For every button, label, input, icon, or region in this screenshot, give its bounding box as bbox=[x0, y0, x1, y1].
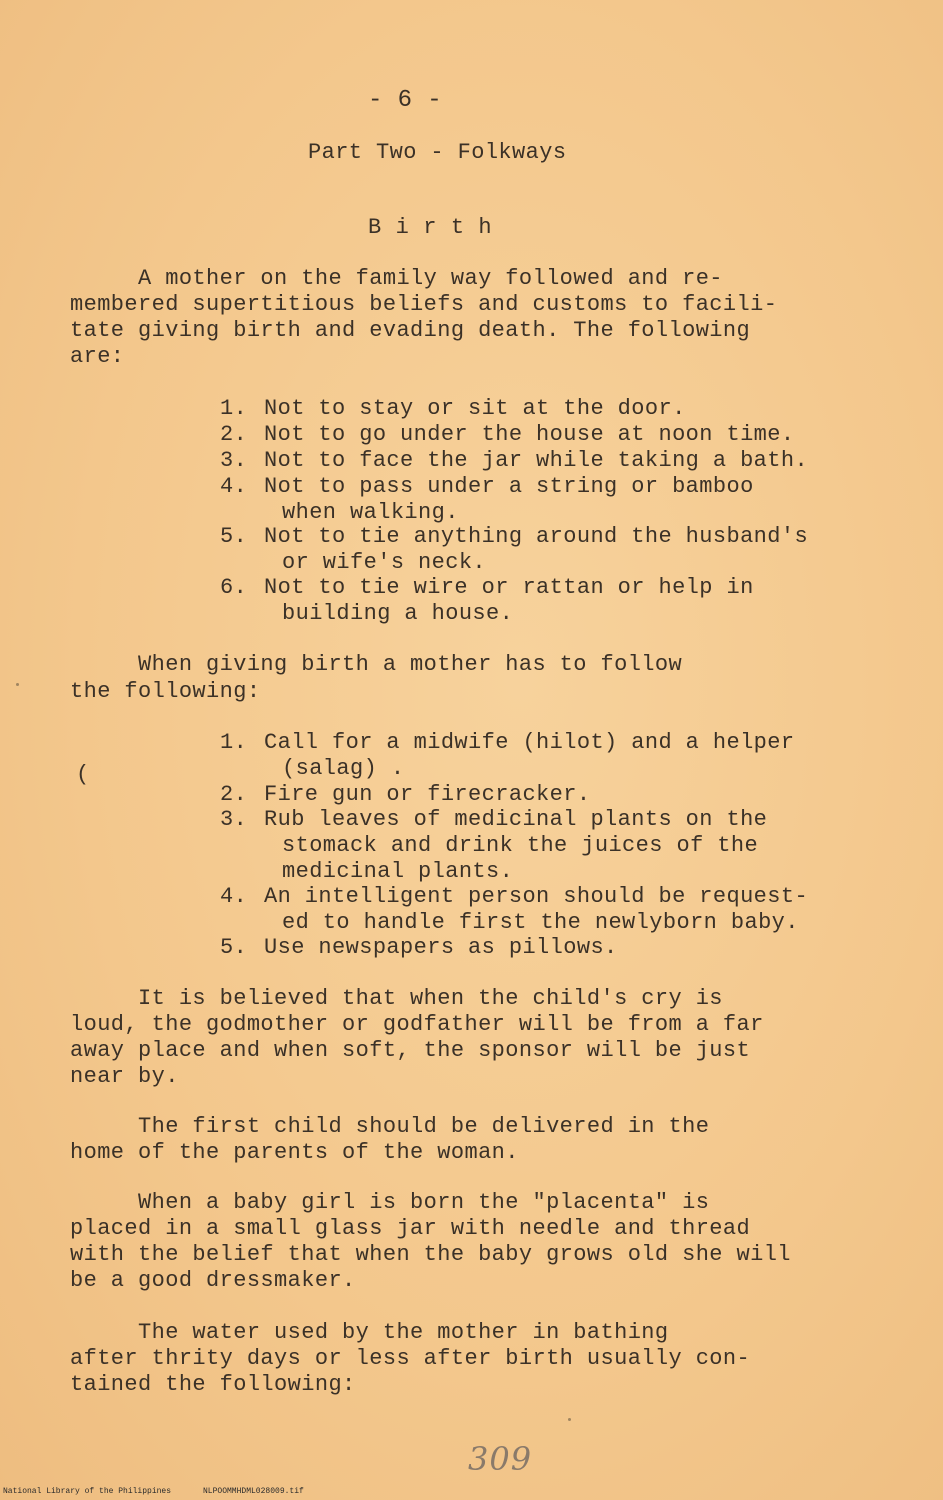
list-item-text: Not to pass under a string or bamboo bbox=[264, 474, 754, 499]
paragraph-line: It is believed that when the child's cry is bbox=[70, 986, 723, 1011]
list-item-text: An intelligent person should be request- bbox=[264, 884, 809, 909]
paragraph-line: loud, the godmother or godfather will be from a far bbox=[70, 1012, 764, 1037]
list-item-continuation: building a house. bbox=[282, 601, 514, 626]
paragraph-line: after thrity days or less after birth usually con- bbox=[70, 1346, 751, 1371]
paragraph-line: When a baby girl is born the "placenta" is bbox=[70, 1190, 710, 1215]
part-title: Part Two - Folkways bbox=[308, 140, 567, 165]
intro-line: membered supertitious beliefs and customs to facili- bbox=[70, 292, 778, 317]
list-item-continuation: stomack and drink the juices of the bbox=[282, 833, 759, 858]
list-item-text: Not to stay or sit at the door. bbox=[264, 396, 686, 421]
paragraph-line: home of the parents of the woman. bbox=[70, 1140, 519, 1165]
paragraph-line: The first child should be delivered in the bbox=[70, 1114, 710, 1139]
list-item-continuation: when walking. bbox=[282, 500, 459, 525]
list-item-text: Call for a midwife (hilot) and a helper bbox=[264, 730, 795, 755]
list-item-number: 4. bbox=[220, 884, 248, 909]
list-item-number: 1. bbox=[220, 396, 248, 421]
list-item-text: Not to tie anything around the husband's bbox=[264, 524, 809, 549]
paragraph-line: be a good dressmaker. bbox=[70, 1268, 356, 1293]
paragraph-line: When giving birth a mother has to follow bbox=[70, 652, 683, 677]
list-item-number: 4. bbox=[220, 474, 248, 499]
list-item-text: Not to face the jar while taking a bath. bbox=[264, 448, 809, 473]
paper-speck bbox=[16, 683, 19, 686]
list-item-text: Not to tie wire or rattan or help in bbox=[264, 575, 754, 600]
list-item-number: 3. bbox=[220, 807, 248, 832]
list-item-text: Rub leaves of medicinal plants on the bbox=[264, 807, 768, 832]
footer-source: National Library of the Philippines bbox=[3, 1487, 172, 1496]
intro-line: tate giving birth and evading death. The following bbox=[70, 318, 751, 343]
section-title: B i r t h bbox=[368, 215, 493, 240]
paragraph-line: away place and when soft, the sponsor will be just bbox=[70, 1038, 751, 1063]
list-item-continuation: or wife's neck. bbox=[282, 550, 487, 575]
list-item-continuation: (salag) . bbox=[282, 756, 405, 781]
list-item-number: 5. bbox=[220, 524, 248, 549]
paper-speck bbox=[568, 1418, 571, 1421]
list-item-text: Fire gun or firecracker. bbox=[264, 782, 591, 807]
list-item-number: 2. bbox=[220, 782, 248, 807]
list-item-number: 2. bbox=[220, 422, 248, 447]
list-item-number: 1. bbox=[220, 730, 248, 755]
list-item-text: Use newspapers as pillows. bbox=[264, 935, 618, 960]
paragraph-line: The water used by the mother in bathing bbox=[70, 1320, 669, 1345]
list-item-continuation: medicinal plants. bbox=[282, 859, 514, 884]
list-item-number: 5. bbox=[220, 935, 248, 960]
margin-mark: ( bbox=[76, 762, 90, 787]
paragraph-line: the following: bbox=[70, 679, 261, 704]
list-item-number: 3. bbox=[220, 448, 248, 473]
intro-line: are: bbox=[70, 344, 125, 369]
footer-filename: NLPOOMMHDML028009.tif bbox=[203, 1487, 304, 1496]
paragraph-line: placed in a small glass jar with needle and thread bbox=[70, 1216, 751, 1241]
intro-line: A mother on the family way followed and re- bbox=[70, 266, 723, 291]
handwritten-page-number: 309 bbox=[468, 1440, 533, 1478]
paragraph-line: tained the following: bbox=[70, 1372, 356, 1397]
list-item-continuation: ed to handle first the newlyborn baby. bbox=[282, 910, 799, 935]
list-item-text: Not to go under the house at noon time. bbox=[264, 422, 795, 447]
paragraph-line: near by. bbox=[70, 1064, 179, 1089]
list-item-number: 6. bbox=[220, 575, 248, 600]
paragraph-line: with the belief that when the baby grows old she will bbox=[70, 1242, 791, 1267]
page-number: - 6 - bbox=[368, 87, 443, 114]
